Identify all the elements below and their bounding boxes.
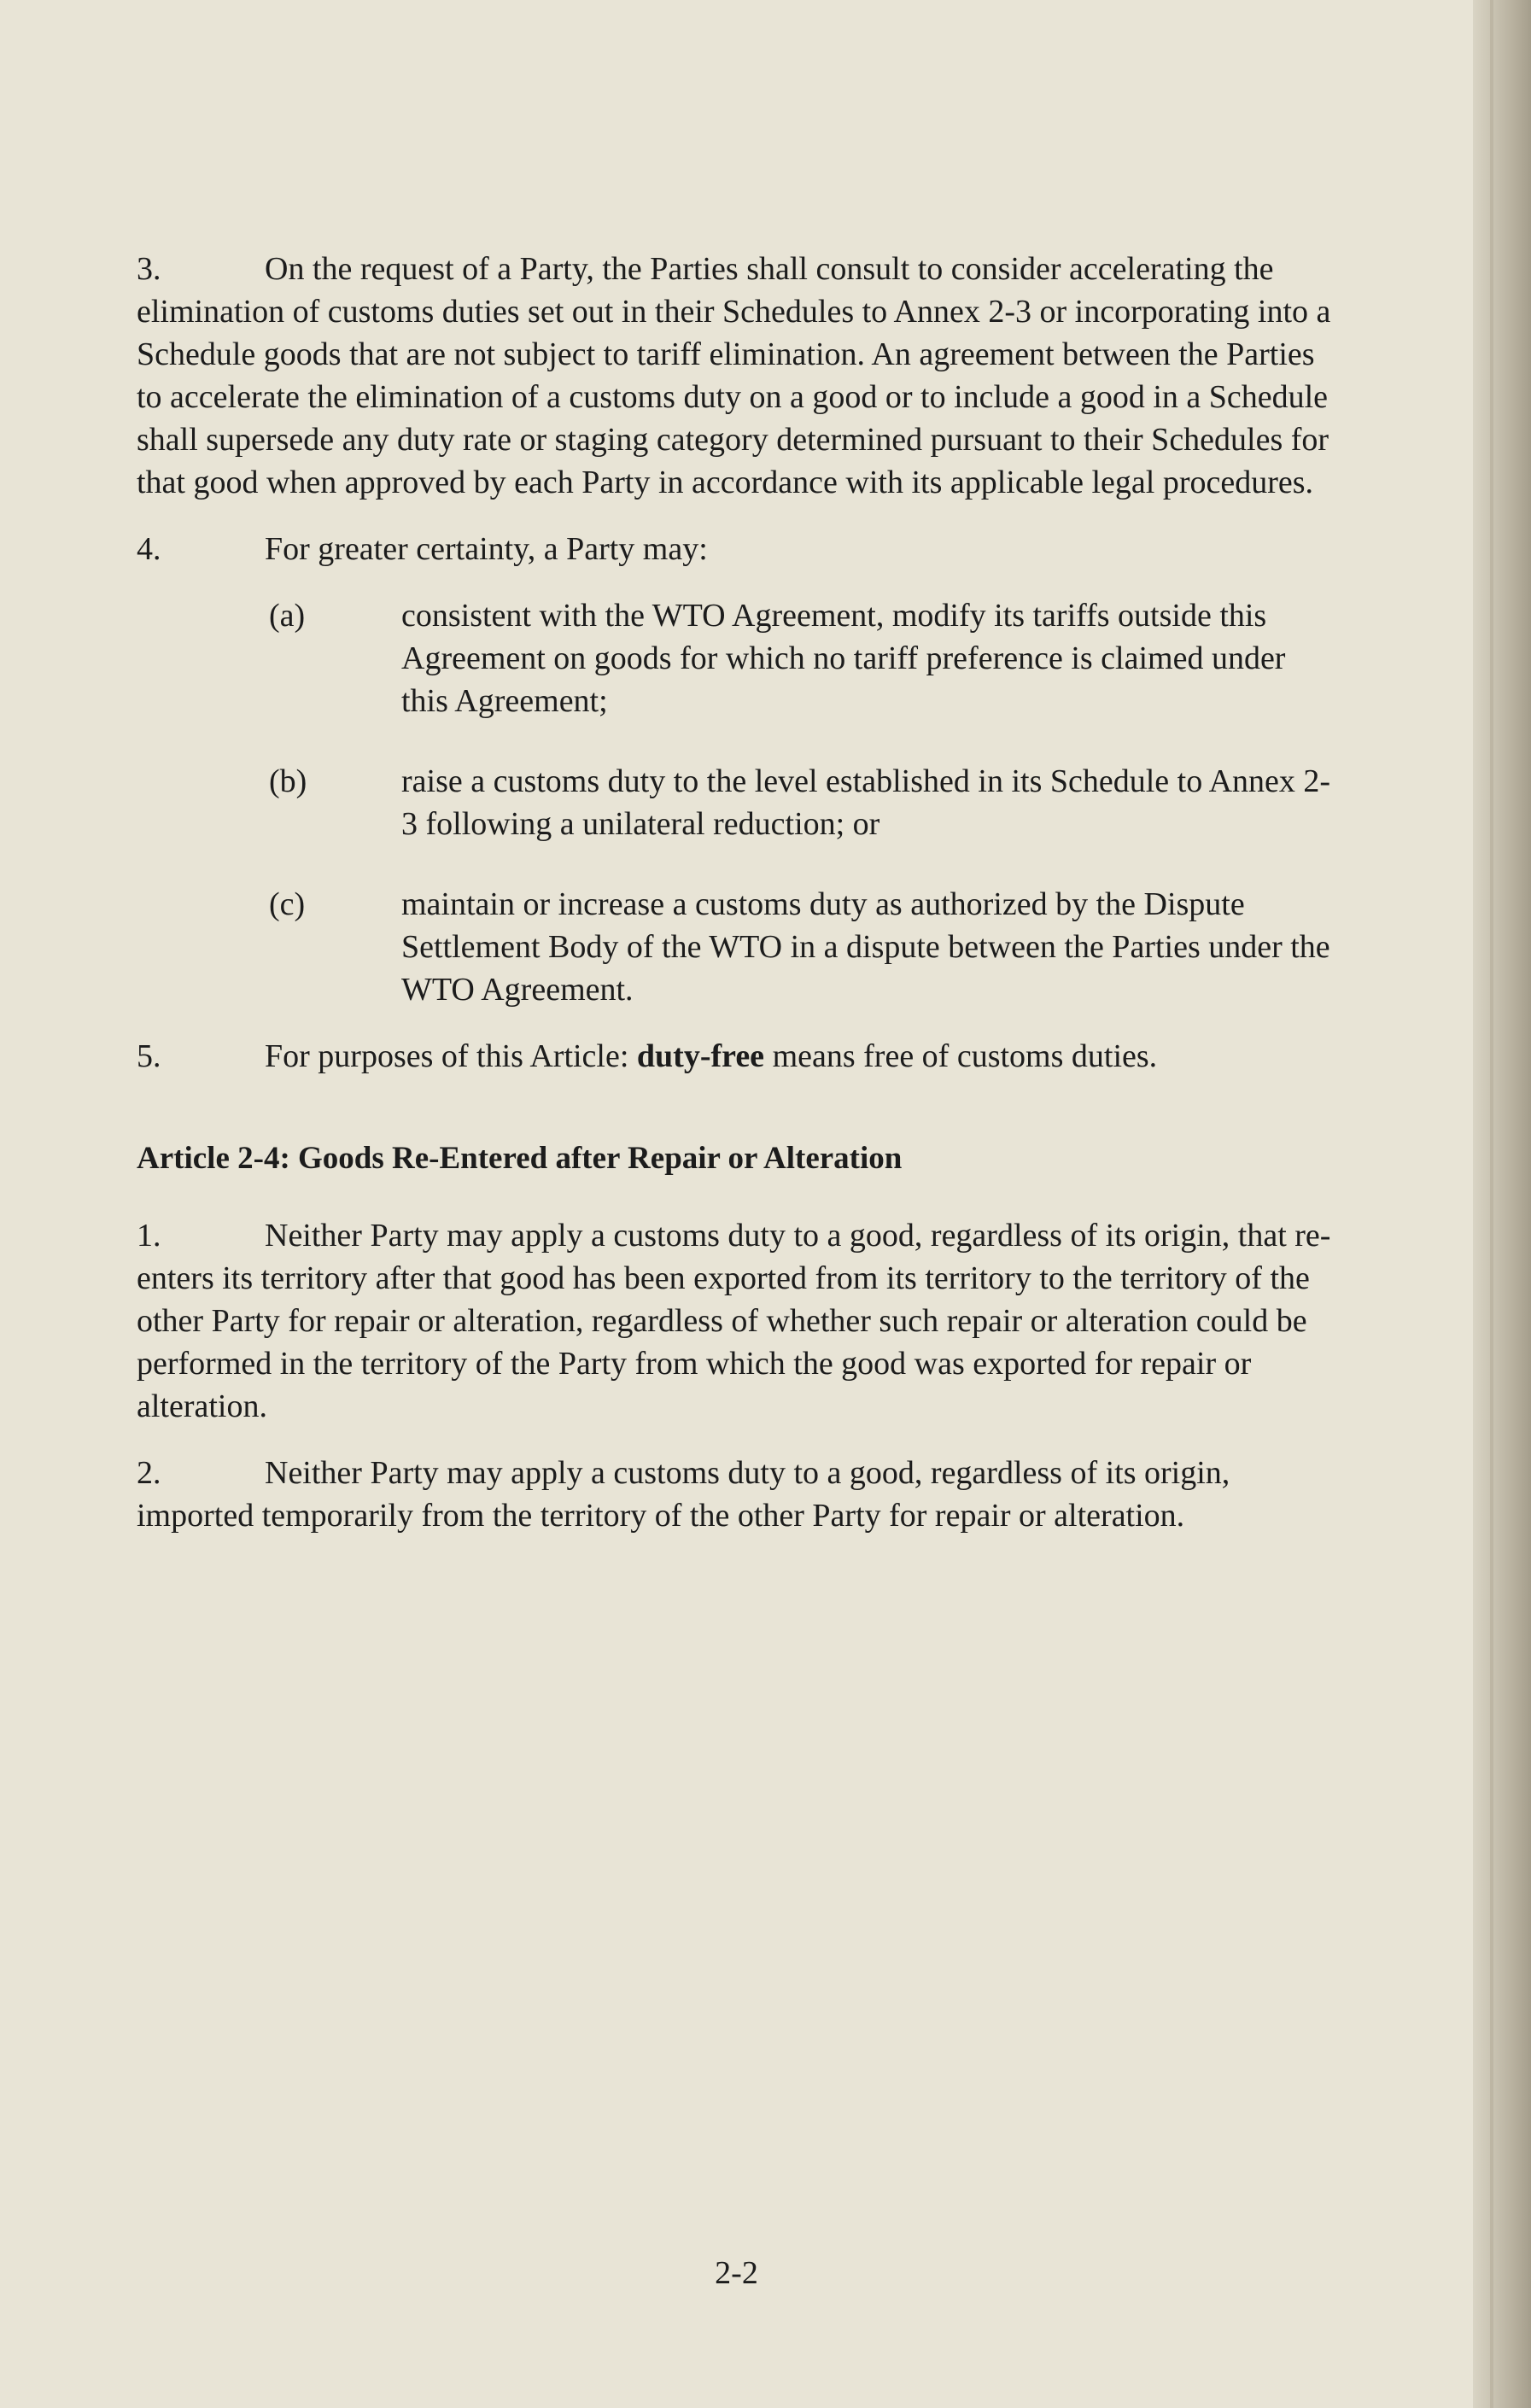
paragraph-4 xyxy=(137,528,1332,570)
paragraph-text: Neither Party may apply a customs duty to a good, regardless of its origin, that re-enters its territory after that good has been exported from its territory to the territory of the other Party for repair or alteration, regardless of whether such repair or alteration could be performed in the territory of the Party from which the good was exported for repair or alteration. xyxy=(137,1218,1331,1424)
article-paragraph-1 xyxy=(137,1214,1332,1428)
article-paragraph-2 xyxy=(137,1452,1332,1537)
subparagraph-text: raise a customs duty to the level established in its Schedule to Annex 2-3 following a unilateral reduction; or xyxy=(401,763,1331,842)
subparagraph-text: consistent with the WTO Agreement, modify its tariffs outside this Agreement on goods for which no tariff preference is claimed under this Agreement; xyxy=(401,598,1286,719)
page-number: 2-2 xyxy=(715,2255,758,2291)
subparagraph-text: maintain or increase a customs duty as authorized by the Dispute Settlement Body of the WTO in a dispute between the Parties under the WTO Agreement. xyxy=(401,886,1330,1008)
paragraph-number: 4. xyxy=(137,531,161,567)
subparagraph-b xyxy=(137,760,1332,845)
subparagraph-a xyxy=(137,594,1332,722)
subparagraph-letter: (c) xyxy=(269,886,306,922)
paragraph-5 xyxy=(137,1035,1332,1078)
subparagraph-letter: (b) xyxy=(269,763,307,799)
paragraph-text: On the request of a Party, the Parties shall consult to consider accelerating the elimination of customs duties set out in their Schedules to Annex 2-3 or incorporating into a Schedule goods that are not subject to tariff elimination. An agreement between the Parties to accelerate the elimination of a customs duty on a good or to include a good in a Schedule shall supersede any duty rate or staging category determined pursuant to their Schedules for that good when approved by each Party in accordance with its applicable legal procedures. xyxy=(137,251,1331,500)
subparagraph-letter: (a) xyxy=(269,598,306,634)
paragraph-3 xyxy=(137,248,1332,504)
paragraph-text-after: means free of customs duties. xyxy=(764,1038,1158,1074)
paragraph-text: Neither Party may apply a customs duty to a good, regardless of its origin, imported temporarily from the territory of the other Party for repair or alteration. xyxy=(137,1455,1230,1534)
paragraph-number: 5. xyxy=(137,1038,161,1074)
page-content xyxy=(137,248,1332,1561)
article-heading: Article 2-4: Goods Re-Entered after Repair or Alteration xyxy=(137,1141,903,1176)
paragraph-number: 3. xyxy=(137,251,161,287)
page-edge xyxy=(1473,0,1531,2408)
page-edge-line xyxy=(1490,0,1493,2408)
paragraph-number: 2. xyxy=(137,1455,161,1491)
paragraph-text-before: For purposes of this Article: xyxy=(265,1038,637,1074)
defined-term: duty-free xyxy=(636,1038,765,1074)
paragraph-text: For greater certainty, a Party may: xyxy=(265,531,708,567)
subparagraph-c xyxy=(137,883,1332,1011)
paragraph-number: 1. xyxy=(137,1218,161,1254)
